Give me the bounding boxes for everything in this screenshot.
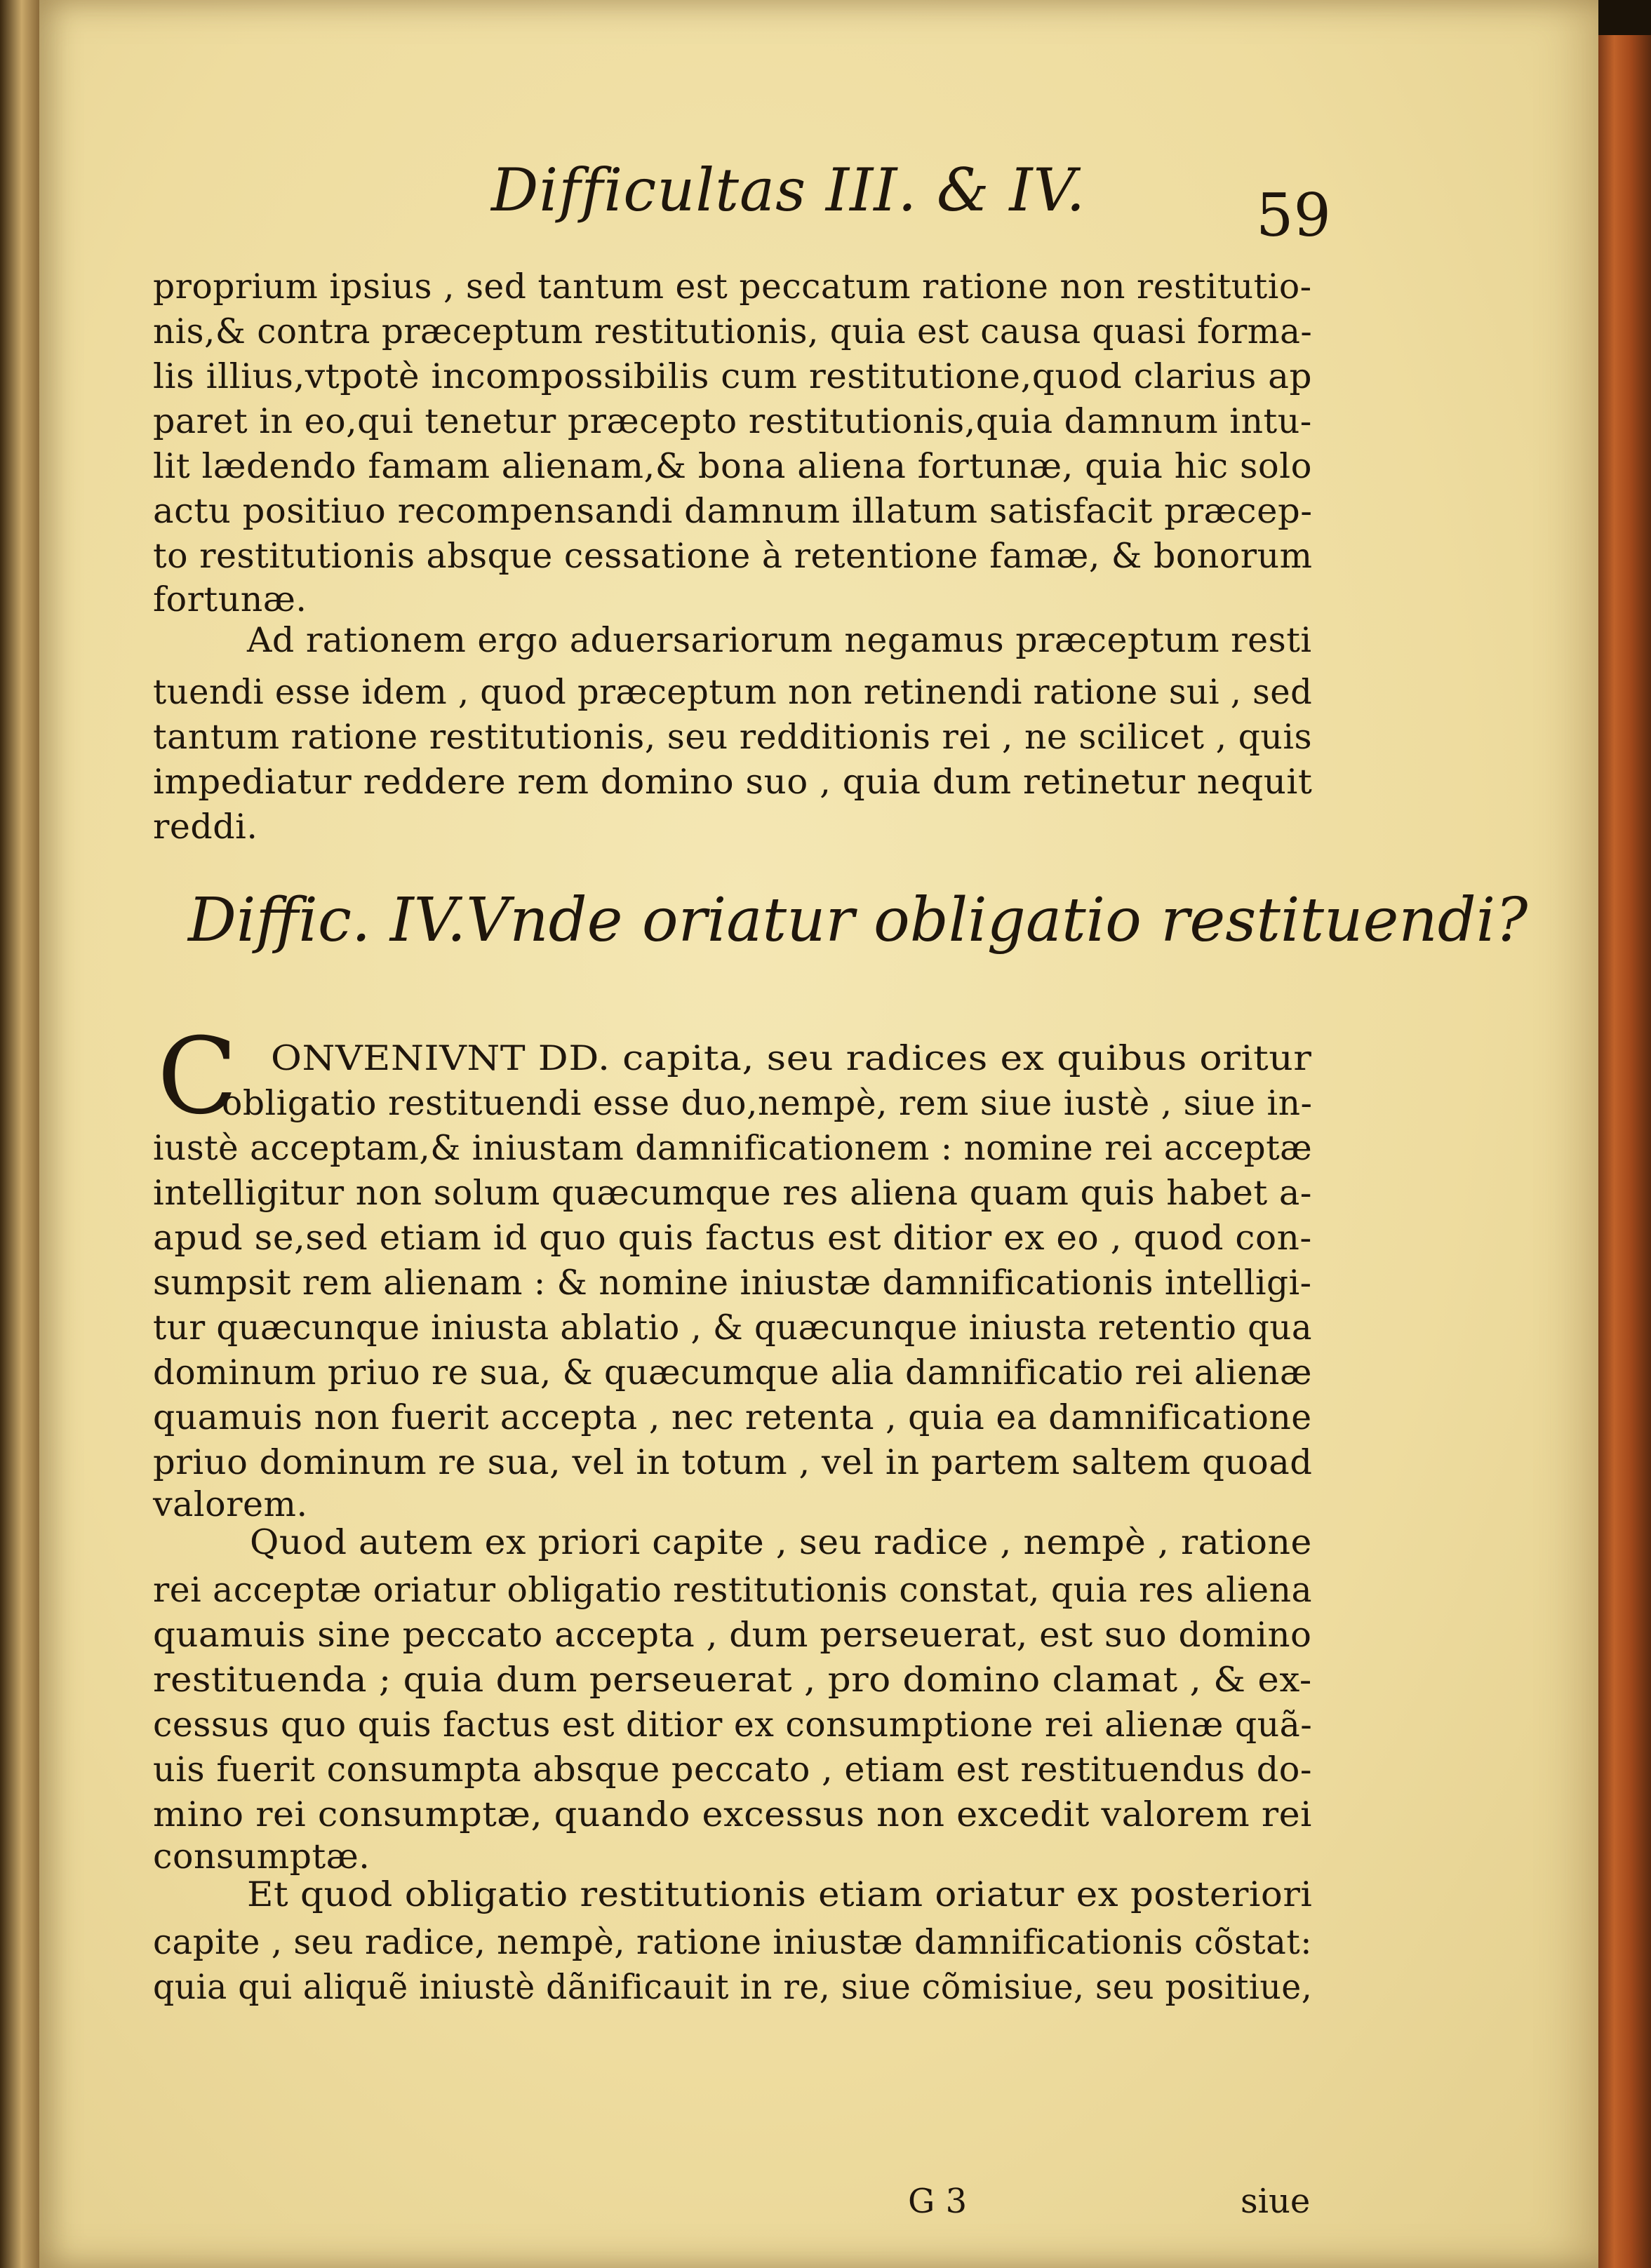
text-line: to restitutionis absque cessatione à retentione famæ, & bonorum: [153, 536, 1313, 576]
text-line: quamuis sine peccato accepta , dum perseuerat, est suo domino: [153, 1615, 1312, 1655]
text-line: actu positiuo recompensandi damnum illatum satisfacit præcep-: [153, 491, 1313, 531]
text-line: cessus quo quis factus est ditior ex consumptione rei alienæ quã-: [153, 1705, 1313, 1745]
running-title: Difficultas III. & IV.: [491, 156, 1086, 224]
text-line: tur quæcunque iniusta ablatio , & quæcunque iniusta retentio qua: [153, 1308, 1312, 1348]
text-line: fortunæ.: [153, 579, 307, 619]
text-line: paret in eo,qui tenetur præcepto restitutionis,quia damnum intu-: [153, 401, 1312, 441]
text-line: nis,& contra præceptum restitutionis, quia est causa quasi forma-: [153, 311, 1313, 351]
text-line: sumpsit rem alienam : & nomine iniustæ damnificationis intelligi-: [153, 1263, 1312, 1303]
text-line: mino rei consumptæ, quando excessus non excedit valorem rei: [153, 1794, 1312, 1834]
text-line: ONVENIVNT DD. capita, seu radices ex quibus oritur: [271, 1038, 1312, 1078]
text-line: obligatio restituendi esse duo,nempè, rem siue iustè , siue in-: [222, 1083, 1313, 1123]
text-line: valorem.: [153, 1484, 308, 1524]
text-line: priuo dominum re sua, vel in totum , vel in partem saltem quoad: [153, 1442, 1313, 1482]
drop-cap: C: [157, 1016, 238, 1138]
text-line: tuendi esse idem , quod præceptum non retinendi ratione sui , sed: [153, 672, 1313, 712]
text-line: impediatur reddere rem domino suo , quia dum retinetur nequit: [153, 762, 1313, 802]
text-line: lit lædendo famam alienam,& bona aliena fortunæ, quia hic solo: [153, 446, 1313, 486]
text-line: consumptæ.: [153, 1837, 370, 1877]
text-line: proprium ipsius , sed tantum est peccatum ratione non restitutio-: [153, 267, 1312, 307]
catchword: siue: [1241, 2182, 1311, 2221]
fore-edge: [1598, 35, 1651, 2268]
text-line: Et quod obligatio restitutionis etiam oriatur ex posteriori: [247, 1874, 1313, 1914]
text-line: quamuis non fuerit accepta , nec retenta , quia ea damnificatione: [153, 1397, 1312, 1437]
text-line: iustè acceptam,& iniustam damnificationem : nomine rei acceptæ: [153, 1128, 1313, 1168]
text-line: reddi.: [153, 807, 258, 847]
text-line: apud se,sed etiam id quo quis factus est ditior ex eo , quod con-: [153, 1218, 1312, 1258]
text-line: Quod autem ex priori capite , seu radice , nempè , ratione: [250, 1522, 1312, 1562]
text-line: tantum ratione restitutionis, seu redditionis rei , ne scilicet , quis: [153, 717, 1313, 757]
text-line: quia qui aliquẽ iniustè dãnificauit in re, siue cõmisiue, seu positiue,: [153, 1967, 1313, 2007]
text-line: Ad rationem ergo aduersariorum negamus præceptum resti: [247, 620, 1312, 660]
page-number: 59: [1256, 181, 1331, 250]
signature-mark: G 3: [908, 2182, 968, 2221]
text-line: lis illius,vtpotè incompossibilis cum restitutione,quod clarius ap: [153, 356, 1312, 396]
text-line: dominum priuo re sua, & quæcumque alia damnificatio rei alienæ: [153, 1353, 1312, 1393]
text-line: capite , seu radice, nempè, ratione iniustæ damnificationis cõstat:: [153, 1922, 1312, 1962]
text-line: intelligitur non solum quæcumque res aliena quam quis habet a-: [153, 1173, 1312, 1213]
section-heading: Diffic. IV.Vnde oriatur obligatio restituendi?: [188, 885, 1528, 955]
left-page-edge: [0, 0, 39, 2268]
text-line: rei acceptæ oriatur obligatio restitutionis constat, quia res aliena: [153, 1570, 1313, 1610]
text-line: restituenda ; quia dum perseuerat , pro domino clamat , & ex-: [153, 1660, 1312, 1700]
text-line: uis fuerit consumpta absque peccato , etiam est restituendus do-: [153, 1750, 1313, 1790]
